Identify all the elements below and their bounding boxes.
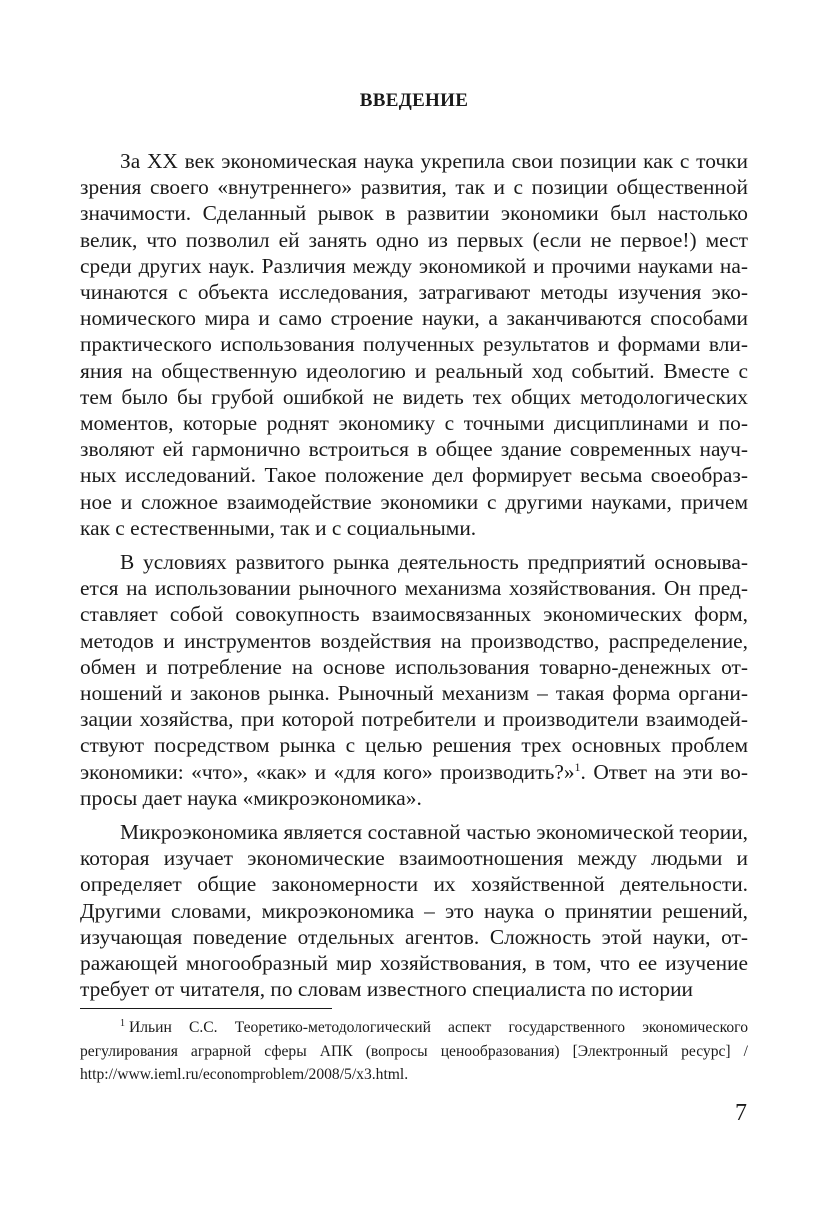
paragraph-1: За XX век экономическая наука укрепила свои позиции как с точки зрения своего «внутреннего» развития, так и с позиции общественной значимости. Сделанный рывок в развитии экономики был настолько велик, что позволил ей занять одно из первых (если не первое!) мест среди других наук. Различия между экономикой и прочими науками начинаются с объекта исследования, затрагивают методы изучения экономического мира и само строение науки, а заканчиваются способами практического использования полученных результатов и формами влияния на общественную идеологию и реальный ход событий. Вместе с тем было бы грубой ошибкой не видеть тех общих методологических моментов, которые роднят экономику с точными дисциплинами и позволяют ей гармонично встроиться в общее здание современных научных исследований. Такое положение дел формирует весьма своеобразное и сложное взаимодействие экономики с другими науками, причем как с естественными, так и с социальными. [80,149,748,540]
paragraph-2 [80,549,748,811]
footnote-reference[interactable]: 1 [574,759,581,774]
footnote-divider [80,1008,332,1009]
footnote-number: 1 [120,1017,125,1029]
page-title: ВВЕДЕНИЕ [359,90,469,111]
paragraph-2-text: В условиях развитого рынка деятельность предприятий основывается на использовании рыночного механизма хозяйствования. Он представляет собой совокупность взаимосвязанных экономических форм, методов и инструментов воздействия на производство, распределение, обмен и потребление на основе использования товарно-денежных отношений и законов рынка. Рыночный механизм – такая форма организации хозяйства, при которой потребители и производители взаимодействуют посредством рынка с целью решения трех основных проблем экономики: «что», «как» и «для кого» производить?» [80,550,748,784]
paragraph-2-tail: . Ответ на эти вопросы дает наука «микроэкономика». [80,759,748,810]
paragraph-3: Микроэкономика является составной частью экономической теории, которая изучает экономические взаимоотношения между людьми и определяет общие закономерности их хозяйственной деятельности. Другими словами, микроэкономика – это наука о принятии решений, изучающая поведение отдельных агентов. Сложность этой науки, отражающей многообразный мир хозяйствования, в том, что ее изучение требует от читателя, по словам известного специалиста по истории [80,820,748,1002]
footnote [80,1016,748,1087]
page-number: 7 [735,1100,747,1126]
footnote-text: Ильин С.С. Теоретико-методологический аспект государственного экономического регулирования аграрной сферы АПК (вопросы ценообразования) [Электронный ресурс] / http://www.ieml.ru/economproblem/2008/5/x3.html. [80,1019,748,1084]
page-body [80,88,748,1011]
